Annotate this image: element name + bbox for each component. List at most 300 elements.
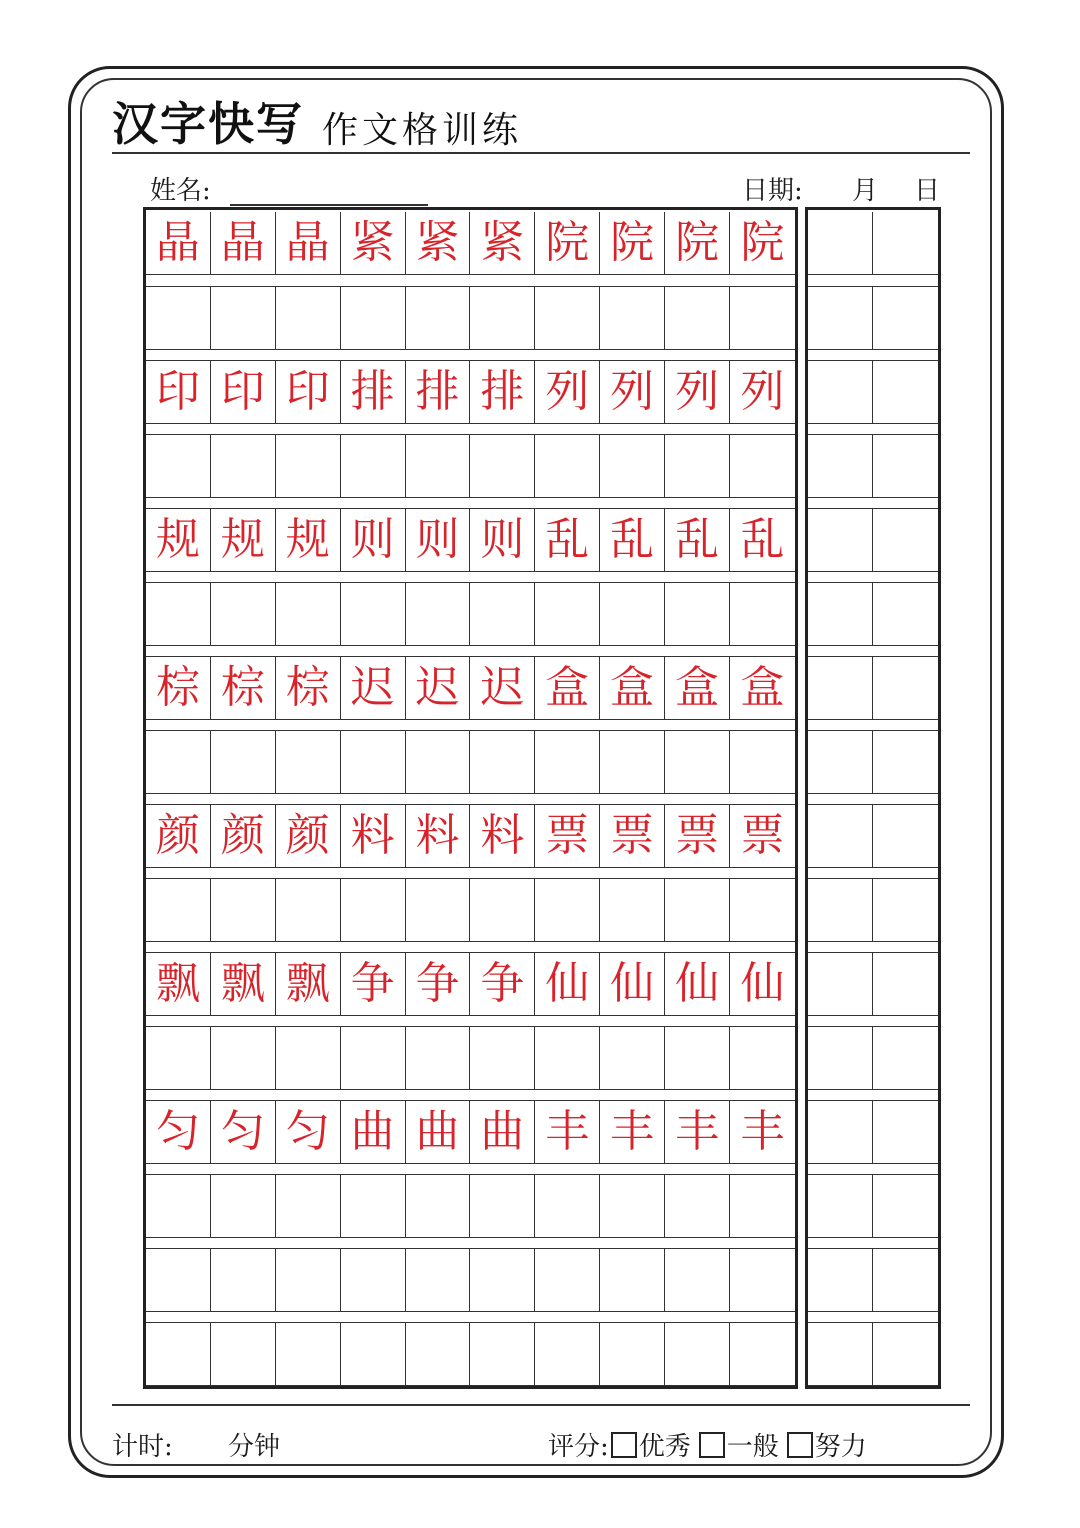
grid-cell[interactable] bbox=[276, 435, 341, 497]
grid-cell[interactable] bbox=[406, 805, 471, 867]
side-row bbox=[808, 582, 938, 646]
side-cell[interactable] bbox=[808, 583, 873, 645]
practice-character: 排 bbox=[480, 366, 525, 417]
practice-character: 颜 bbox=[155, 810, 200, 861]
side-cell[interactable] bbox=[808, 1175, 873, 1237]
grid-cell[interactable] bbox=[276, 1175, 341, 1237]
grid-cell[interactable] bbox=[470, 953, 535, 1015]
grid-cell[interactable] bbox=[211, 731, 276, 793]
side-row bbox=[808, 730, 938, 794]
side-row bbox=[808, 286, 938, 350]
side-row bbox=[808, 1026, 938, 1090]
practice-character: 紧 bbox=[480, 217, 525, 268]
score-checkbox-average[interactable] bbox=[699, 1432, 725, 1458]
practice-character: 颜 bbox=[285, 810, 330, 861]
practice-row bbox=[146, 656, 795, 720]
grid-cell[interactable] bbox=[276, 212, 341, 274]
grid-cell[interactable] bbox=[276, 1323, 341, 1385]
grid-cell[interactable] bbox=[406, 953, 471, 1015]
side-row bbox=[808, 804, 938, 868]
grid-cell[interactable] bbox=[406, 287, 471, 349]
practice-character: 争 bbox=[350, 958, 395, 1009]
grid-cell[interactable] bbox=[406, 1101, 471, 1163]
grid-cell[interactable] bbox=[535, 287, 600, 349]
side-cell[interactable] bbox=[808, 657, 873, 719]
grid-cell[interactable] bbox=[535, 731, 600, 793]
side-cell[interactable] bbox=[808, 1249, 873, 1311]
grid-cell[interactable] bbox=[341, 361, 406, 423]
grid-cell[interactable] bbox=[730, 1323, 795, 1385]
blank-row bbox=[146, 1248, 795, 1312]
grid-cell[interactable] bbox=[665, 1027, 730, 1089]
grid-cell[interactable] bbox=[470, 657, 535, 719]
grid-cell[interactable] bbox=[211, 879, 276, 941]
practice-character: 匀 bbox=[220, 1106, 265, 1157]
grid-cell[interactable] bbox=[535, 1175, 600, 1237]
side-cell[interactable] bbox=[808, 953, 873, 1015]
grid-cell[interactable] bbox=[470, 1027, 535, 1089]
practice-character: 仙 bbox=[675, 958, 720, 1009]
grid-cell[interactable] bbox=[665, 509, 730, 571]
grid-cell[interactable] bbox=[146, 1101, 211, 1163]
side-cell[interactable] bbox=[873, 509, 938, 571]
grid-cell[interactable] bbox=[470, 1101, 535, 1163]
grid-cell[interactable] bbox=[341, 1175, 406, 1237]
practice-character: 列 bbox=[675, 366, 720, 417]
grid-cell[interactable] bbox=[341, 731, 406, 793]
grid-cell[interactable] bbox=[665, 1175, 730, 1237]
practice-character: 棕 bbox=[155, 662, 200, 713]
practice-character: 规 bbox=[285, 514, 330, 565]
grid-cell[interactable] bbox=[730, 731, 795, 793]
grid-cell[interactable] bbox=[146, 731, 211, 793]
side-grid bbox=[805, 207, 941, 1389]
side-cell[interactable] bbox=[808, 509, 873, 571]
blank-row bbox=[146, 434, 795, 498]
footer-divider bbox=[112, 1404, 970, 1406]
side-cell[interactable] bbox=[873, 1027, 938, 1089]
blank-row bbox=[146, 1322, 795, 1386]
side-row bbox=[808, 1248, 938, 1312]
side-row bbox=[808, 508, 938, 572]
practice-character: 盒 bbox=[545, 662, 590, 713]
side-cell[interactable] bbox=[873, 879, 938, 941]
practice-character: 乱 bbox=[545, 514, 590, 565]
name-label: 姓名: bbox=[150, 176, 211, 206]
practice-character: 料 bbox=[480, 810, 525, 861]
name-field[interactable] bbox=[230, 204, 428, 206]
day-label: 日 bbox=[914, 176, 941, 206]
blank-row bbox=[146, 1174, 795, 1238]
grid-cell[interactable] bbox=[600, 361, 665, 423]
blank-row bbox=[146, 878, 795, 942]
grid-cell[interactable] bbox=[276, 1249, 341, 1311]
grid-cell[interactable] bbox=[600, 805, 665, 867]
practice-character: 丰 bbox=[675, 1106, 720, 1157]
practice-character: 仙 bbox=[545, 958, 590, 1009]
grid-cell[interactable] bbox=[211, 1323, 276, 1385]
grid-cell[interactable] bbox=[276, 287, 341, 349]
timer-label: 计时: bbox=[112, 1432, 173, 1462]
grid-cell[interactable] bbox=[470, 287, 535, 349]
side-cell[interactable] bbox=[873, 953, 938, 1015]
grid-cell[interactable] bbox=[600, 212, 665, 274]
side-row bbox=[808, 212, 938, 275]
practice-character: 丰 bbox=[545, 1106, 590, 1157]
grid-cell[interactable] bbox=[341, 509, 406, 571]
grid-cell[interactable] bbox=[730, 953, 795, 1015]
side-row bbox=[808, 878, 938, 942]
grid-cell[interactable] bbox=[276, 953, 341, 1015]
practice-character: 仙 bbox=[740, 958, 785, 1009]
grid-cell[interactable] bbox=[730, 1249, 795, 1311]
grid-cell[interactable] bbox=[600, 435, 665, 497]
practice-character: 印 bbox=[285, 366, 330, 417]
grid-cell[interactable] bbox=[535, 1101, 600, 1163]
page-title: 汉字快写 bbox=[112, 97, 304, 151]
grid-cell[interactable] bbox=[276, 879, 341, 941]
side-cell[interactable] bbox=[873, 805, 938, 867]
grid-cell[interactable] bbox=[211, 583, 276, 645]
score-option-effort: 努力 bbox=[814, 1432, 867, 1462]
grid-cell[interactable] bbox=[341, 212, 406, 274]
side-cell[interactable] bbox=[808, 805, 873, 867]
grid-cell[interactable] bbox=[341, 879, 406, 941]
side-cell[interactable] bbox=[808, 879, 873, 941]
grid-cell[interactable] bbox=[276, 805, 341, 867]
grid-cell[interactable] bbox=[535, 212, 600, 274]
practice-character: 乱 bbox=[675, 514, 720, 565]
grid-cell[interactable] bbox=[665, 1101, 730, 1163]
grid-cell[interactable] bbox=[406, 1323, 471, 1385]
side-cell[interactable] bbox=[808, 1101, 873, 1163]
practice-character: 院 bbox=[675, 217, 720, 268]
grid-cell[interactable] bbox=[406, 435, 471, 497]
grid-cell[interactable] bbox=[535, 1027, 600, 1089]
grid-cell[interactable] bbox=[406, 657, 471, 719]
score-option-excellent: 优秀 bbox=[638, 1432, 691, 1462]
grid-cell[interactable] bbox=[211, 1249, 276, 1311]
grid-cell[interactable] bbox=[406, 731, 471, 793]
side-row bbox=[808, 434, 938, 498]
grid-cell[interactable] bbox=[276, 583, 341, 645]
grid-cell[interactable] bbox=[730, 1101, 795, 1163]
grid-cell[interactable] bbox=[276, 1027, 341, 1089]
score-checkbox-effort[interactable] bbox=[787, 1432, 813, 1458]
side-cell[interactable] bbox=[873, 731, 938, 793]
practice-row bbox=[146, 804, 795, 868]
grid-cell[interactable] bbox=[600, 1249, 665, 1311]
grid-cell[interactable] bbox=[535, 879, 600, 941]
grid-cell[interactable] bbox=[600, 583, 665, 645]
grid-cell[interactable] bbox=[406, 879, 471, 941]
grid-cell[interactable] bbox=[211, 212, 276, 274]
practice-character: 紧 bbox=[415, 217, 460, 268]
grid-cell[interactable] bbox=[665, 583, 730, 645]
practice-character: 列 bbox=[610, 366, 655, 417]
grid-cell[interactable] bbox=[665, 435, 730, 497]
side-row bbox=[808, 360, 938, 424]
grid-cell[interactable] bbox=[341, 435, 406, 497]
grid-cell[interactable] bbox=[146, 879, 211, 941]
grid-cell[interactable] bbox=[665, 805, 730, 867]
grid-cell[interactable] bbox=[276, 1101, 341, 1163]
grid-cell[interactable] bbox=[276, 657, 341, 719]
practice-character: 曲 bbox=[480, 1106, 525, 1157]
grid-cell[interactable] bbox=[341, 287, 406, 349]
practice-character: 盒 bbox=[610, 662, 655, 713]
practice-character: 匀 bbox=[285, 1106, 330, 1157]
grid-cell[interactable] bbox=[211, 657, 276, 719]
practice-row bbox=[146, 360, 795, 424]
practice-character: 迟 bbox=[480, 662, 525, 713]
side-cell[interactable] bbox=[873, 287, 938, 349]
side-cell[interactable] bbox=[873, 361, 938, 423]
practice-character: 晶 bbox=[155, 217, 200, 268]
grid-cell[interactable] bbox=[730, 212, 795, 274]
grid-cell[interactable] bbox=[535, 509, 600, 571]
score-section bbox=[548, 1426, 873, 1463]
grid-cell[interactable] bbox=[535, 953, 600, 1015]
grid-cell[interactable] bbox=[211, 805, 276, 867]
practice-row bbox=[146, 1100, 795, 1164]
grid-cell[interactable] bbox=[730, 509, 795, 571]
practice-character: 曲 bbox=[350, 1106, 395, 1157]
grid-cell[interactable] bbox=[341, 1027, 406, 1089]
grid-cell[interactable] bbox=[276, 361, 341, 423]
practice-character: 印 bbox=[220, 366, 265, 417]
grid-cell[interactable] bbox=[146, 1027, 211, 1089]
grid-cell[interactable] bbox=[341, 657, 406, 719]
side-cell[interactable] bbox=[873, 657, 938, 719]
grid-cell[interactable] bbox=[535, 435, 600, 497]
grid-cell[interactable] bbox=[341, 583, 406, 645]
practice-character: 争 bbox=[415, 958, 460, 1009]
practice-character: 则 bbox=[350, 514, 395, 565]
score-label: 评分: bbox=[548, 1432, 609, 1462]
side-cell[interactable] bbox=[808, 435, 873, 497]
grid-cell[interactable] bbox=[600, 879, 665, 941]
grid-cell[interactable] bbox=[730, 1027, 795, 1089]
grid-cell[interactable] bbox=[276, 731, 341, 793]
grid-cell[interactable] bbox=[535, 583, 600, 645]
practice-character: 乱 bbox=[740, 514, 785, 565]
grid-cell[interactable] bbox=[146, 509, 211, 571]
grid-cell[interactable] bbox=[211, 953, 276, 1015]
grid-cell[interactable] bbox=[665, 953, 730, 1015]
header-divider bbox=[112, 152, 970, 154]
grid-cell[interactable] bbox=[665, 287, 730, 349]
blank-row bbox=[146, 1026, 795, 1090]
grid-cell[interactable] bbox=[730, 435, 795, 497]
grid-cell[interactable] bbox=[730, 1175, 795, 1237]
side-row bbox=[808, 952, 938, 1016]
grid-cell[interactable] bbox=[341, 1323, 406, 1385]
grid-cell[interactable] bbox=[406, 212, 471, 274]
side-cell[interactable] bbox=[808, 1027, 873, 1089]
grid-cell[interactable] bbox=[341, 1249, 406, 1311]
practice-character: 棕 bbox=[220, 662, 265, 713]
grid-cell[interactable] bbox=[535, 805, 600, 867]
grid-cell[interactable] bbox=[470, 1175, 535, 1237]
grid-cell[interactable] bbox=[211, 1101, 276, 1163]
grid-cell[interactable] bbox=[665, 361, 730, 423]
side-row bbox=[808, 656, 938, 720]
grid-cell[interactable] bbox=[600, 657, 665, 719]
side-cell[interactable] bbox=[873, 435, 938, 497]
practice-character: 迟 bbox=[415, 662, 460, 713]
side-row bbox=[808, 1174, 938, 1238]
practice-character: 院 bbox=[740, 217, 785, 268]
grid-cell[interactable] bbox=[600, 1175, 665, 1237]
side-cell[interactable] bbox=[873, 1323, 938, 1385]
date-label: 日期: bbox=[742, 176, 803, 206]
grid-cell[interactable] bbox=[535, 1249, 600, 1311]
grid-cell[interactable] bbox=[730, 583, 795, 645]
grid-cell[interactable] bbox=[211, 1175, 276, 1237]
grid-cell[interactable] bbox=[470, 1249, 535, 1311]
side-cell[interactable] bbox=[873, 1175, 938, 1237]
grid-cell[interactable] bbox=[470, 805, 535, 867]
month-label: 月 bbox=[852, 176, 879, 206]
grid-cell[interactable] bbox=[470, 435, 535, 497]
practice-character: 仙 bbox=[610, 958, 655, 1009]
practice-character: 晶 bbox=[285, 217, 330, 268]
grid-cell[interactable] bbox=[470, 879, 535, 941]
practice-character: 排 bbox=[415, 366, 460, 417]
side-cell[interactable] bbox=[808, 731, 873, 793]
grid-cell[interactable] bbox=[341, 805, 406, 867]
grid-cell[interactable] bbox=[665, 212, 730, 274]
practice-character: 丰 bbox=[740, 1106, 785, 1157]
grid-cell[interactable] bbox=[665, 1323, 730, 1385]
minutes-label: 分钟 bbox=[228, 1432, 281, 1462]
score-checkbox-excellent[interactable] bbox=[611, 1432, 637, 1458]
grid-cell[interactable] bbox=[146, 953, 211, 1015]
blank-row bbox=[146, 582, 795, 646]
blank-row bbox=[146, 286, 795, 350]
side-cell[interactable] bbox=[808, 287, 873, 349]
practice-character: 乱 bbox=[610, 514, 655, 565]
grid-cell[interactable] bbox=[146, 212, 211, 274]
grid-cell[interactable] bbox=[341, 1101, 406, 1163]
side-cell[interactable] bbox=[808, 361, 873, 423]
practice-character: 印 bbox=[155, 366, 200, 417]
practice-character: 争 bbox=[480, 958, 525, 1009]
grid-cell[interactable] bbox=[406, 583, 471, 645]
side-cell[interactable] bbox=[873, 212, 938, 274]
grid-cell[interactable] bbox=[600, 953, 665, 1015]
grid-cell[interactable] bbox=[406, 1249, 471, 1311]
grid-cell[interactable] bbox=[600, 1101, 665, 1163]
side-cell[interactable] bbox=[873, 583, 938, 645]
grid-cell[interactable] bbox=[535, 1323, 600, 1385]
practice-character: 料 bbox=[350, 810, 395, 861]
grid-cell[interactable] bbox=[730, 879, 795, 941]
practice-character: 列 bbox=[545, 366, 590, 417]
grid-cell[interactable] bbox=[211, 435, 276, 497]
practice-character: 飘 bbox=[285, 958, 330, 1009]
practice-character: 票 bbox=[545, 810, 590, 861]
practice-character: 盒 bbox=[675, 662, 720, 713]
grid-cell[interactable] bbox=[146, 1323, 211, 1385]
practice-row bbox=[146, 212, 795, 275]
grid-cell[interactable] bbox=[600, 1323, 665, 1385]
grid-cell[interactable] bbox=[535, 657, 600, 719]
grid-cell[interactable] bbox=[146, 361, 211, 423]
grid-cell[interactable] bbox=[146, 805, 211, 867]
side-cell[interactable] bbox=[808, 1323, 873, 1385]
grid-cell[interactable] bbox=[665, 657, 730, 719]
practice-character: 排 bbox=[350, 366, 395, 417]
grid-cell[interactable] bbox=[665, 879, 730, 941]
grid-cell[interactable] bbox=[146, 583, 211, 645]
grid-cell[interactable] bbox=[211, 361, 276, 423]
grid-cell[interactable] bbox=[535, 361, 600, 423]
practice-character: 紧 bbox=[350, 217, 395, 268]
grid-cell[interactable] bbox=[730, 361, 795, 423]
grid-cell[interactable] bbox=[146, 1175, 211, 1237]
grid-cell[interactable] bbox=[211, 287, 276, 349]
grid-cell[interactable] bbox=[406, 1175, 471, 1237]
grid-cell[interactable] bbox=[146, 657, 211, 719]
grid-cell[interactable] bbox=[665, 1249, 730, 1311]
practice-character: 晶 bbox=[220, 217, 265, 268]
grid-cell[interactable] bbox=[600, 287, 665, 349]
grid-cell[interactable] bbox=[146, 1249, 211, 1311]
practice-character: 院 bbox=[545, 217, 590, 268]
practice-character: 迟 bbox=[350, 662, 395, 713]
grid-cell[interactable] bbox=[730, 805, 795, 867]
practice-character: 曲 bbox=[415, 1106, 460, 1157]
grid-cell[interactable] bbox=[276, 509, 341, 571]
grid-cell[interactable] bbox=[406, 509, 471, 571]
grid-cell[interactable] bbox=[730, 287, 795, 349]
grid-cell[interactable] bbox=[600, 731, 665, 793]
practice-character: 票 bbox=[610, 810, 655, 861]
practice-character: 列 bbox=[740, 366, 785, 417]
grid-cell[interactable] bbox=[146, 435, 211, 497]
grid-cell[interactable] bbox=[211, 1027, 276, 1089]
side-cell[interactable] bbox=[873, 1101, 938, 1163]
grid-cell[interactable] bbox=[665, 731, 730, 793]
grid-cell[interactable] bbox=[600, 509, 665, 571]
grid-cell[interactable] bbox=[406, 361, 471, 423]
grid-cell[interactable] bbox=[730, 657, 795, 719]
side-row bbox=[808, 1100, 938, 1164]
grid-cell[interactable] bbox=[406, 1027, 471, 1089]
grid-cell[interactable] bbox=[470, 583, 535, 645]
grid-cell[interactable] bbox=[600, 1027, 665, 1089]
side-cell[interactable] bbox=[808, 212, 873, 274]
grid-cell[interactable] bbox=[470, 1323, 535, 1385]
grid-cell[interactable] bbox=[146, 287, 211, 349]
grid-cell[interactable] bbox=[470, 731, 535, 793]
practice-character: 飘 bbox=[220, 958, 265, 1009]
grid-cell[interactable] bbox=[211, 509, 276, 571]
practice-row bbox=[146, 508, 795, 572]
practice-grid bbox=[143, 207, 798, 1389]
practice-character: 飘 bbox=[155, 958, 200, 1009]
practice-character: 则 bbox=[415, 514, 460, 565]
grid-cell[interactable] bbox=[341, 953, 406, 1015]
practice-character: 规 bbox=[220, 514, 265, 565]
grid-cell[interactable] bbox=[470, 361, 535, 423]
grid-cell[interactable] bbox=[470, 212, 535, 274]
page-subtitle: 作文格训练 bbox=[322, 110, 523, 151]
grid-cell[interactable] bbox=[470, 509, 535, 571]
side-cell[interactable] bbox=[873, 1249, 938, 1311]
